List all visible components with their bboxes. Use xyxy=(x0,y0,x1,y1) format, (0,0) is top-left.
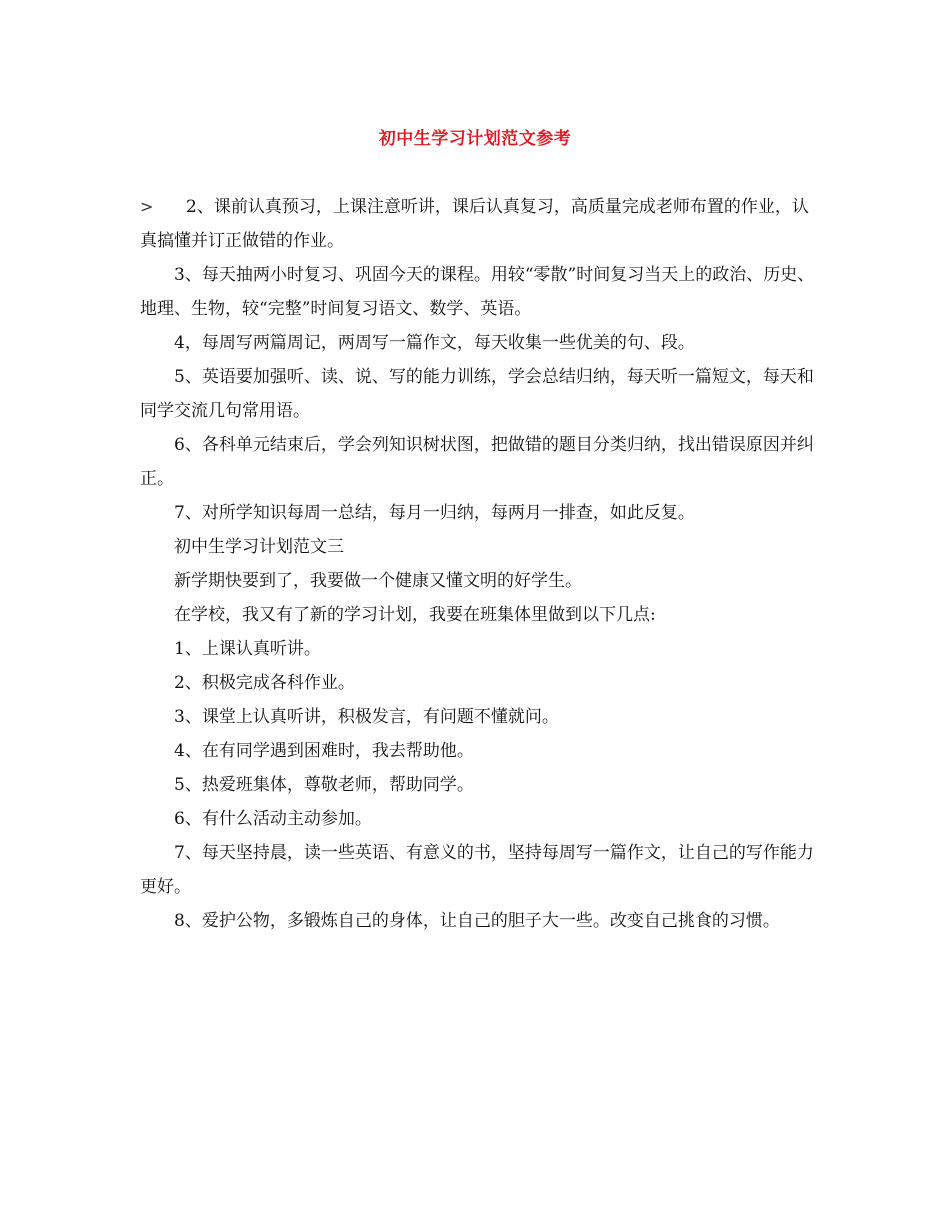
paragraph-6: 7、对所学知识每周一总结，每月一归纳，每两月一排查，如此反复。 xyxy=(174,503,695,523)
list-item-5: 5、热爱班集体，尊敬老师，帮助同学。 xyxy=(174,775,474,795)
bullet-marker: > xyxy=(140,197,154,216)
paragraph-1-text: 2、课前认真预习，上课注意听讲，课后认真复习，高质量完成老师布置的作业，认真搞懂并订正做错的作业。 xyxy=(140,197,809,251)
list-item-4: 4、在有同学遇到困难时，我去帮助他。 xyxy=(174,741,474,761)
paragraph-1 xyxy=(140,190,815,258)
list-item-1: 1、上课认真听讲。 xyxy=(174,639,321,659)
paragraph-5: 6、各科单元结束后，学会列知识树状图，把做错的题目分类归纳，找出错误原因并纠正。 xyxy=(140,435,814,489)
paragraph-9: 在学校，我又有了新的学习计划，我要在班集体里做到以下几点: xyxy=(174,605,656,625)
list-item-8: 8、爱护公物，多锻炼自己的身体，让自己的胆子大一些。改变自己挑食的习惯。 xyxy=(174,911,780,931)
paragraph-3: 4，每周写两篇周记，两周写一篇作文，每天收集一些优美的句、段。 xyxy=(174,333,695,353)
list-item-6: 6、有什么活动主动参加。 xyxy=(174,809,372,829)
list-item-3: 3、课堂上认真听讲，积极发言，有问题不懂就问。 xyxy=(174,707,559,727)
document-body xyxy=(140,190,815,938)
list-item-7: 7、每天坚持晨，读一些英语、有意义的书，坚持每周写一篇作文，让自己的写作能力更好。 xyxy=(140,843,814,897)
paragraph-4: 5、英语要加强听、读、说、写的能力训练，学会总结归纳，每天听一篇短文，每天和同学交流几句常用语。 xyxy=(140,367,814,421)
paragraph-8: 新学期快要到了，我要做一个健康又懂文明的好学生。 xyxy=(174,571,582,591)
list-item-2: 2、积极完成各科作业。 xyxy=(174,673,355,693)
section-heading: 初中生学习计划范文三 xyxy=(174,537,344,557)
paragraph-2: 3、每天抽两小时复习、巩固今天的课程。用较“零散”时间复习当天上的政治、历史、地理、生物，较“完整”时间复习语文、数学、英语。 xyxy=(140,265,815,319)
document-title: 初中生学习计划范文参考 xyxy=(378,129,572,149)
